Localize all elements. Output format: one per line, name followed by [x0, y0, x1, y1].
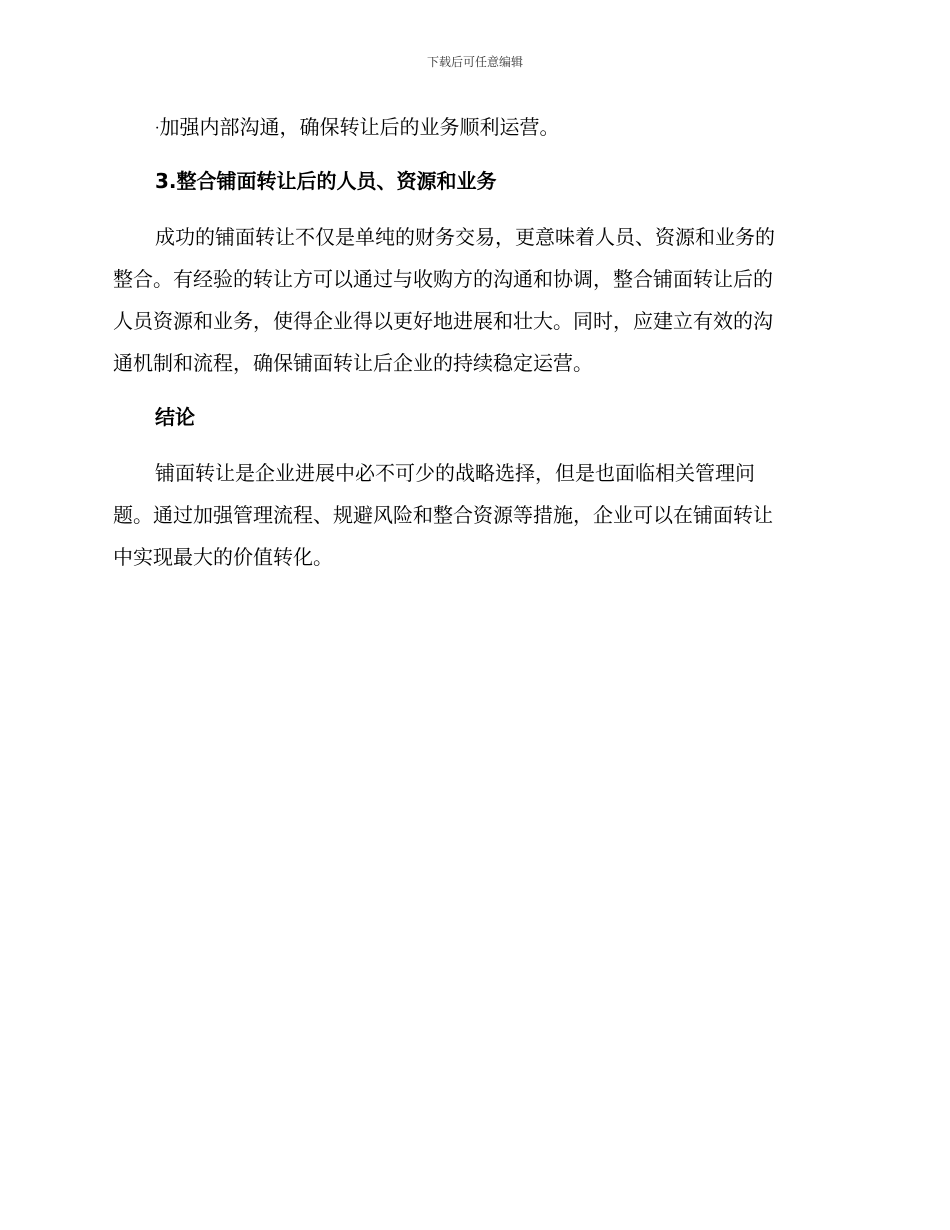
paragraph-line: 题。通过加强管理流程、规避风险和整合资源等措施，企业可以在铺面转让 [113, 502, 773, 527]
document-body [113, 112, 831, 596]
conclusion-paragraph [113, 452, 831, 578]
bullet-marker: · [155, 120, 160, 137]
paragraph-line: 整合。有经验的转让方可以通过与收购方的沟通和协调，整合铺面转让后的 [113, 266, 773, 291]
paragraph-line: 通机制和流程，确保铺面转让后企业的持续稳定运营。 [113, 350, 593, 375]
bullet-item [113, 112, 831, 144]
bullet-text: 加强内部沟通，确保转让后的业务顺利运营。 [159, 115, 560, 139]
paragraph-line: 人员资源和业务，使得企业得以更好地进展和壮大。同时，应建立有效的沟 [113, 308, 773, 333]
section-heading: 3.整合铺面转让后的人员、资源和业务 [155, 168, 497, 193]
page-header: 下载后可任意编辑 [426, 55, 523, 69]
paragraph-line: 铺面转让是企业进展中必不可少的战略选择，但是也面临相关管理问 [155, 460, 755, 485]
section-paragraph [113, 216, 831, 384]
paragraph-line: 成功的铺面转让不仅是单纯的财务交易，更意味着人员、资源和业务的 [155, 224, 775, 249]
conclusion-heading: 结论 [155, 404, 195, 429]
paragraph-line: 中实现最大的价值转化。 [113, 544, 333, 569]
